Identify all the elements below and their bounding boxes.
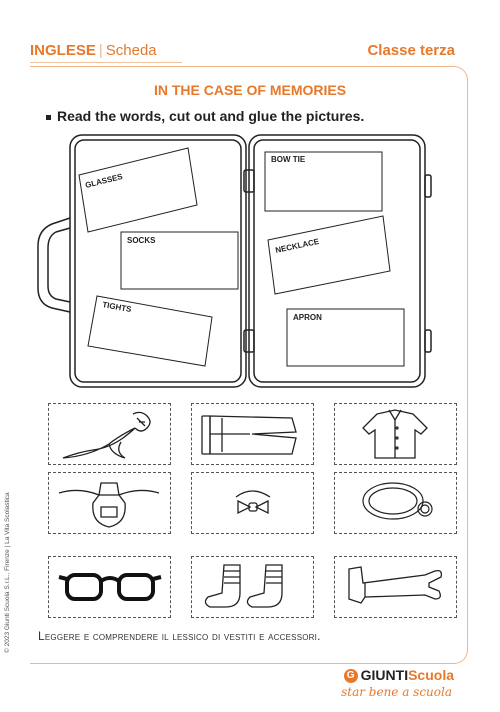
worksheet-title: IN THE CASE OF MEMORIES bbox=[153, 82, 347, 98]
dress-icon bbox=[49, 404, 170, 464]
giunti-logo bbox=[344, 667, 454, 683]
word-apron: APRON bbox=[293, 313, 322, 322]
picture-cell-socks[interactable] bbox=[191, 556, 314, 618]
picture-cell-shirt[interactable] bbox=[334, 403, 457, 465]
word-bow-tie: BOW TIE bbox=[271, 155, 306, 164]
subject-label: INGLESE bbox=[30, 42, 96, 59]
logo-scuola: Scuola bbox=[408, 667, 454, 683]
word-socks: SOCKS bbox=[127, 236, 156, 245]
picture-cell-glasses[interactable] bbox=[48, 556, 171, 618]
word-necklace: NECKLACE bbox=[274, 236, 320, 255]
word-glasses: GLASSES bbox=[84, 171, 124, 190]
picture-cell-dress[interactable] bbox=[48, 403, 171, 465]
picture-cell-tights[interactable] bbox=[334, 556, 457, 618]
bow-tie-icon bbox=[192, 473, 313, 533]
necklace-icon bbox=[335, 473, 456, 533]
g-logo-icon: G bbox=[344, 669, 358, 683]
apron-icon bbox=[49, 473, 170, 533]
word-tights: TIGHTS bbox=[101, 300, 133, 315]
tights-icon bbox=[335, 557, 456, 617]
logo-giunti: GIUNTI bbox=[360, 667, 409, 683]
glasses-icon bbox=[49, 557, 170, 617]
picture-cell-bow-tie[interactable] bbox=[191, 472, 314, 534]
shirt-icon bbox=[335, 404, 456, 464]
copyright-text: © 2023 Giunti Scuola S.r.L., Firenze | La Vita Scolastica bbox=[4, 492, 11, 653]
socks-icon bbox=[192, 557, 313, 617]
picture-cell-apron[interactable] bbox=[48, 472, 171, 534]
picture-cell-trousers[interactable] bbox=[191, 403, 314, 465]
grade-label: Classe terza bbox=[367, 42, 455, 59]
trousers-icon bbox=[192, 404, 313, 464]
header-separator: | bbox=[98, 42, 103, 59]
tagline: star bene a scuola bbox=[341, 685, 452, 699]
section-label: Scheda bbox=[105, 42, 157, 59]
footer-description: Leggere e comprendere il lessico di vestiti e accessori. bbox=[38, 629, 321, 643]
instruction-text: Read the words, cut out and glue the pictures. bbox=[57, 108, 365, 124]
picture-cell-necklace[interactable] bbox=[334, 472, 457, 534]
